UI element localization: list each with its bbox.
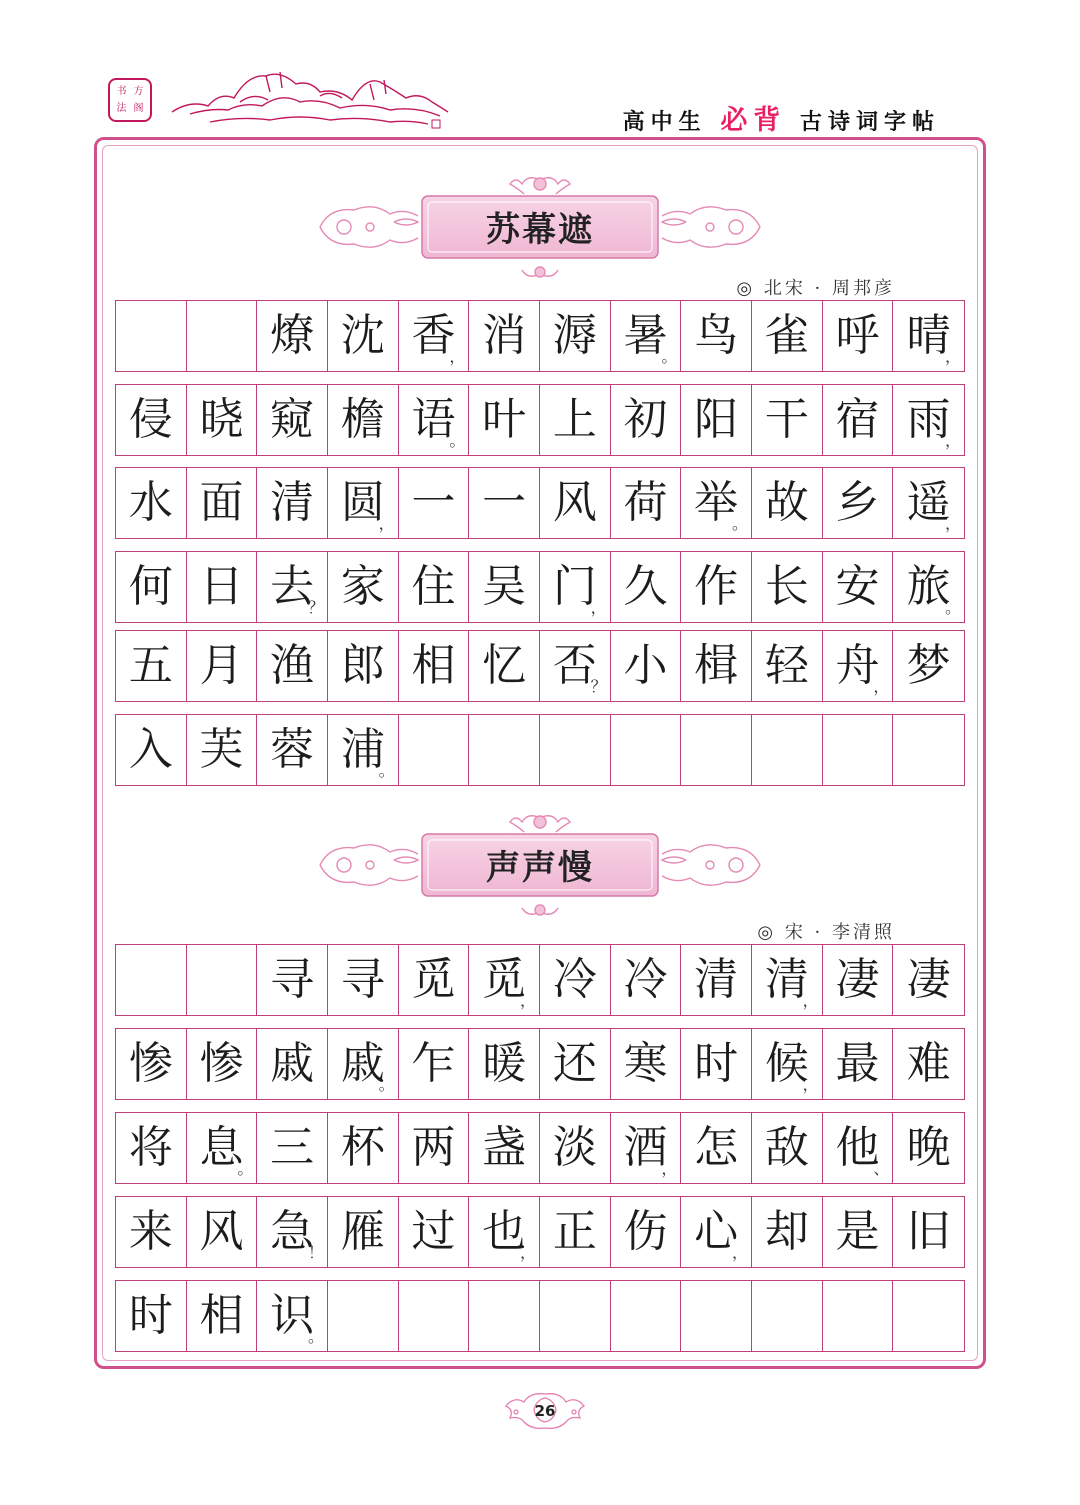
character: 寻 (270, 954, 315, 1005)
character: 上 (552, 394, 597, 445)
practice-grid-cell (752, 1113, 823, 1183)
character: 心 (694, 1206, 739, 1257)
practice-grid-cell (399, 468, 470, 538)
practice-grid-cell (540, 1029, 611, 1099)
punctuation-mark: ， (802, 991, 819, 1010)
practice-grid-cell (469, 1281, 540, 1351)
practice-grid-cell (399, 301, 470, 371)
character: 还 (552, 1038, 597, 1089)
practice-grid-cell (328, 1029, 399, 1099)
practice-grid-cell (823, 385, 894, 455)
character: 五 (128, 640, 173, 691)
character: 也 (482, 1206, 527, 1257)
punctuation-mark: ， (802, 1075, 819, 1094)
character: 消 (482, 310, 527, 361)
practice-grid-cell (116, 468, 187, 538)
practice-grid-cell (328, 631, 399, 701)
practice-grid-cell (187, 1197, 258, 1267)
character: 舟 (835, 640, 880, 691)
practice-grid-cell (611, 1113, 682, 1183)
character: 窥 (270, 394, 315, 445)
character: 晚 (906, 1122, 951, 1173)
practice-grid-cell (611, 385, 682, 455)
practice-grid-row (115, 944, 965, 1016)
practice-grid-cell (328, 1113, 399, 1183)
practice-grid-cell (540, 552, 611, 622)
practice-grid-cell (681, 1113, 752, 1183)
practice-grid-cell (893, 1113, 964, 1183)
practice-grid-row (115, 1028, 965, 1100)
practice-grid-row (115, 467, 965, 539)
practice-grid-cell (752, 468, 823, 538)
logo-char: 阁 (133, 102, 144, 114)
character: 正 (552, 1206, 597, 1257)
character: 晓 (199, 394, 244, 445)
practice-grid-cell (823, 1197, 894, 1267)
practice-grid-cell (116, 631, 187, 701)
character: 惨 (199, 1038, 244, 1089)
logo-char: 法 (116, 102, 127, 114)
character: 雨 (906, 394, 951, 445)
character: 寻 (340, 954, 385, 1005)
punctuation-mark: 。 (378, 1075, 395, 1094)
practice-grid-cell (893, 1029, 964, 1099)
practice-grid-cell (752, 301, 823, 371)
practice-grid-cell (823, 1113, 894, 1183)
practice-grid-cell (611, 1281, 682, 1351)
logo-char: 书 (116, 85, 127, 97)
character: 晴 (906, 310, 951, 361)
character: 长 (764, 561, 809, 612)
practice-grid-cell (469, 1029, 540, 1099)
practice-grid-cell (187, 1113, 258, 1183)
character: 去 (270, 561, 315, 612)
punctuation-mark: ， (944, 347, 961, 366)
character: 相 (199, 1290, 244, 1341)
punctuation-mark: ， (378, 514, 395, 533)
practice-grid-row (115, 1280, 965, 1352)
practice-grid-cell (681, 385, 752, 455)
practice-grid-cell (328, 1281, 399, 1351)
character: 候 (764, 1038, 809, 1089)
character: 香 (411, 310, 456, 361)
practice-grid-cell (823, 1281, 894, 1351)
poem-title-banner (310, 810, 770, 920)
practice-grid-cell (469, 1113, 540, 1183)
logo-char: 方 (133, 85, 144, 97)
punctuation-mark: ， (590, 598, 607, 617)
practice-grid-cell (681, 945, 752, 1015)
practice-grid-cell (893, 1197, 964, 1267)
practice-grid-cell (116, 1281, 187, 1351)
practice-grid-cell (823, 1029, 894, 1099)
character: 月 (199, 640, 244, 691)
title-right: 古诗词字帖 (799, 110, 940, 135)
practice-grid-cell (399, 1197, 470, 1267)
character: 却 (764, 1206, 809, 1257)
practice-grid-cell (187, 468, 258, 538)
character: 郎 (340, 640, 385, 691)
character: 急 (270, 1206, 315, 1257)
punctuation-mark: 。 (449, 431, 466, 450)
practice-grid-cell (257, 385, 328, 455)
practice-grid-cell (893, 385, 964, 455)
practice-grid-cell (823, 715, 894, 785)
character: 门 (552, 561, 597, 612)
practice-grid-cell (681, 1197, 752, 1267)
practice-grid-cell (469, 631, 540, 701)
practice-grid-cell (611, 1197, 682, 1267)
character: 水 (128, 477, 173, 528)
character: 杯 (340, 1122, 385, 1173)
practice-grid-cell (681, 715, 752, 785)
character: 芙 (199, 724, 244, 775)
punctuation-mark: 。 (944, 598, 961, 617)
practice-grid-cell (540, 715, 611, 785)
punctuation-mark: 。 (237, 1159, 254, 1178)
punctuation-mark: 。 (378, 761, 395, 780)
practice-grid-cell (116, 552, 187, 622)
punctuation-mark: 。 (661, 347, 678, 366)
practice-grid-cell (611, 468, 682, 538)
practice-grid-cell (823, 945, 894, 1015)
practice-grid-cell (893, 468, 964, 538)
character: 戚 (270, 1038, 315, 1089)
practice-grid-cell (893, 301, 964, 371)
punctuation-mark: ， (873, 677, 890, 696)
character: 檐 (340, 394, 385, 445)
practice-grid-cell (257, 1197, 328, 1267)
practice-grid-row (115, 300, 965, 372)
practice-grid-cell (611, 945, 682, 1015)
practice-grid-cell (116, 945, 187, 1015)
character: 三 (270, 1122, 315, 1173)
practice-grid-cell (399, 1281, 470, 1351)
character: 盏 (482, 1122, 527, 1173)
practice-grid-cell (752, 715, 823, 785)
practice-grid-cell (893, 1281, 964, 1351)
book-title (623, 98, 940, 137)
character: 两 (411, 1122, 456, 1173)
practice-grid-cell (328, 1197, 399, 1267)
character: 难 (906, 1038, 951, 1089)
practice-grid-cell (611, 715, 682, 785)
character: 忆 (482, 640, 527, 691)
character: 凄 (835, 954, 880, 1005)
practice-grid-cell (328, 301, 399, 371)
character: 侵 (128, 394, 173, 445)
character: 荷 (623, 477, 668, 528)
mountain-decoration (170, 62, 450, 132)
character: 鸟 (694, 310, 739, 361)
character: 干 (764, 394, 809, 445)
practice-grid-cell (611, 301, 682, 371)
character: 旅 (906, 561, 951, 612)
practice-grid-cell (540, 301, 611, 371)
practice-grid-cell (681, 468, 752, 538)
practice-grid-cell (187, 301, 258, 371)
practice-grid-cell (399, 385, 470, 455)
character: 语 (411, 394, 456, 445)
practice-grid-row (115, 384, 965, 456)
character: 燎 (270, 310, 315, 361)
character: 渔 (270, 640, 315, 691)
practice-grid-cell (681, 1281, 752, 1351)
practice-grid-cell (187, 385, 258, 455)
practice-grid-cell (328, 552, 399, 622)
character: 将 (128, 1122, 173, 1173)
practice-grid-cell (681, 631, 752, 701)
character: 遥 (906, 477, 951, 528)
practice-grid-cell (469, 301, 540, 371)
character: 叶 (482, 394, 527, 445)
character: 暑 (623, 310, 668, 361)
practice-grid-cell (823, 631, 894, 701)
practice-grid-cell (187, 631, 258, 701)
practice-grid-cell (187, 1029, 258, 1099)
character: 何 (128, 561, 173, 612)
character: 举 (694, 477, 739, 528)
character: 小 (623, 640, 668, 691)
poem-author: ◎ 北宋 · 周邦彦 (736, 278, 895, 299)
practice-grid-cell (469, 552, 540, 622)
title-left: 高中生 (622, 110, 707, 135)
character: 戚 (340, 1038, 385, 1089)
practice-grid-cell (328, 715, 399, 785)
practice-grid-cell (187, 552, 258, 622)
character: 时 (694, 1038, 739, 1089)
character: 圆 (340, 477, 385, 528)
practice-grid-cell (257, 715, 328, 785)
practice-grid-cell (611, 1029, 682, 1099)
character: 日 (199, 561, 244, 612)
character: 雀 (764, 310, 809, 361)
character: 冷 (552, 954, 597, 1005)
character: 家 (340, 561, 385, 612)
practice-grid-row (115, 630, 965, 702)
practice-grid-cell (257, 301, 328, 371)
character: 吴 (482, 561, 527, 612)
practice-grid-cell (469, 945, 540, 1015)
character: 暖 (482, 1038, 527, 1089)
practice-grid-cell (540, 385, 611, 455)
character: 风 (552, 477, 597, 528)
practice-grid-row (115, 1196, 965, 1268)
character: 识 (270, 1290, 315, 1341)
practice-grid-cell (893, 552, 964, 622)
character: 最 (835, 1038, 880, 1089)
practice-grid-cell (257, 631, 328, 701)
character: 淡 (552, 1122, 597, 1173)
character: 一 (482, 477, 527, 528)
practice-grid-cell (399, 631, 470, 701)
page-number: 26 (534, 1402, 556, 1420)
practice-grid-cell (257, 552, 328, 622)
character: 过 (411, 1206, 456, 1257)
punctuation-mark: 、 (873, 1159, 890, 1178)
character: 久 (623, 561, 668, 612)
character: 乡 (835, 477, 880, 528)
practice-grid-cell (116, 301, 187, 371)
character: 时 (128, 1290, 173, 1341)
practice-grid-cell (752, 385, 823, 455)
practice-grid-cell (893, 631, 964, 701)
practice-grid-row (115, 1112, 965, 1184)
character: 他 (835, 1122, 880, 1173)
punctuation-mark: ， (449, 347, 466, 366)
practice-grid-cell (752, 1281, 823, 1351)
practice-grid-cell (116, 385, 187, 455)
practice-grid-cell (611, 552, 682, 622)
practice-grid-cell (681, 1029, 752, 1099)
page-number-ornament (500, 1388, 590, 1434)
practice-grid-cell (540, 945, 611, 1015)
punctuation-mark: ？ (590, 677, 607, 696)
practice-grid-cell (116, 1029, 187, 1099)
practice-grid-cell (893, 715, 964, 785)
poem-title: 苏幕遮 (486, 210, 594, 250)
practice-grid-cell (257, 1029, 328, 1099)
practice-grid-cell (681, 301, 752, 371)
practice-grid-cell (187, 945, 258, 1015)
practice-grid-cell (752, 945, 823, 1015)
character: 怎 (694, 1122, 739, 1173)
practice-grid-cell (399, 715, 470, 785)
practice-grid-cell (823, 552, 894, 622)
character: 来 (128, 1206, 173, 1257)
practice-grid-cell (399, 552, 470, 622)
character: 一 (411, 477, 456, 528)
character: 伤 (623, 1206, 668, 1257)
character: 初 (623, 394, 668, 445)
practice-grid-cell (893, 945, 964, 1015)
character: 故 (764, 477, 809, 528)
character: 呼 (835, 310, 880, 361)
practice-grid-cell (681, 552, 752, 622)
character: 息 (199, 1122, 244, 1173)
character: 住 (411, 561, 456, 612)
character: 面 (199, 477, 244, 528)
practice-grid-row (115, 714, 965, 786)
punctuation-mark: ， (944, 431, 961, 450)
practice-grid-cell (328, 385, 399, 455)
character: 冷 (623, 954, 668, 1005)
punctuation-mark: ， (519, 1243, 536, 1262)
character: 宿 (835, 394, 880, 445)
poem-author: ◎ 宋 · 李清照 (757, 922, 895, 943)
practice-grid-cell (257, 1113, 328, 1183)
punctuation-mark: ？ (307, 598, 324, 617)
practice-grid-cell (399, 1113, 470, 1183)
character: 酒 (623, 1122, 668, 1173)
practice-grid-cell (328, 945, 399, 1015)
practice-grid-cell (399, 1029, 470, 1099)
character: 安 (835, 561, 880, 612)
character: 寒 (623, 1038, 668, 1089)
practice-grid-cell (752, 631, 823, 701)
character: 觅 (482, 954, 527, 1005)
character: 清 (694, 954, 739, 1005)
practice-grid-cell (187, 1281, 258, 1351)
practice-grid-cell (257, 468, 328, 538)
practice-grid-cell (752, 552, 823, 622)
character: 溽 (552, 310, 597, 361)
practice-grid-cell (116, 1197, 187, 1267)
punctuation-mark: ， (519, 991, 536, 1010)
character: 雁 (340, 1206, 385, 1257)
poem-title: 声声慢 (486, 848, 594, 888)
title-highlight: 必背 (720, 105, 787, 136)
character: 清 (764, 954, 809, 1005)
punctuation-mark: ， (661, 1159, 678, 1178)
punctuation-mark: ， (944, 514, 961, 533)
character: 相 (411, 640, 456, 691)
practice-grid-row (115, 551, 965, 623)
character: 楫 (694, 640, 739, 691)
practice-grid-cell (540, 1197, 611, 1267)
practice-grid-cell (399, 945, 470, 1015)
character: 觅 (411, 954, 456, 1005)
punctuation-mark: 。 (731, 514, 748, 533)
character: 旧 (906, 1206, 951, 1257)
character: 乍 (411, 1038, 456, 1089)
character: 清 (270, 477, 315, 528)
character: 梦 (906, 640, 951, 691)
practice-grid-cell (540, 1113, 611, 1183)
character: 凄 (906, 954, 951, 1005)
poem-title-banner (310, 172, 770, 282)
practice-grid-cell (611, 631, 682, 701)
character: 作 (694, 561, 739, 612)
practice-grid-cell (116, 715, 187, 785)
character: 是 (835, 1206, 880, 1257)
practice-grid-cell (823, 468, 894, 538)
practice-grid-cell (469, 1197, 540, 1267)
practice-grid-cell (187, 715, 258, 785)
character: 入 (128, 724, 173, 775)
practice-grid-cell (328, 468, 399, 538)
punctuation-mark: ， (731, 1243, 748, 1262)
practice-grid-cell (257, 945, 328, 1015)
character: 阳 (694, 394, 739, 445)
character: 否 (552, 640, 597, 691)
character: 轻 (764, 640, 809, 691)
practice-grid-cell (752, 1029, 823, 1099)
punctuation-mark: ！ (307, 1243, 324, 1262)
practice-grid-cell (823, 301, 894, 371)
character: 蓉 (270, 724, 315, 775)
practice-grid-cell (116, 1113, 187, 1183)
practice-grid-cell (540, 631, 611, 701)
practice-grid-cell (540, 468, 611, 538)
publisher-logo (108, 78, 152, 122)
practice-grid-cell (469, 385, 540, 455)
punctuation-mark: 。 (307, 1327, 324, 1346)
character: 沈 (340, 310, 385, 361)
character: 风 (199, 1206, 244, 1257)
character: 敌 (764, 1122, 809, 1173)
practice-grid-cell (257, 1281, 328, 1351)
practice-grid-cell (540, 1281, 611, 1351)
character: 惨 (128, 1038, 173, 1089)
character: 浦 (340, 724, 385, 775)
practice-grid-cell (469, 715, 540, 785)
practice-grid-cell (469, 468, 540, 538)
practice-grid-cell (752, 1197, 823, 1267)
